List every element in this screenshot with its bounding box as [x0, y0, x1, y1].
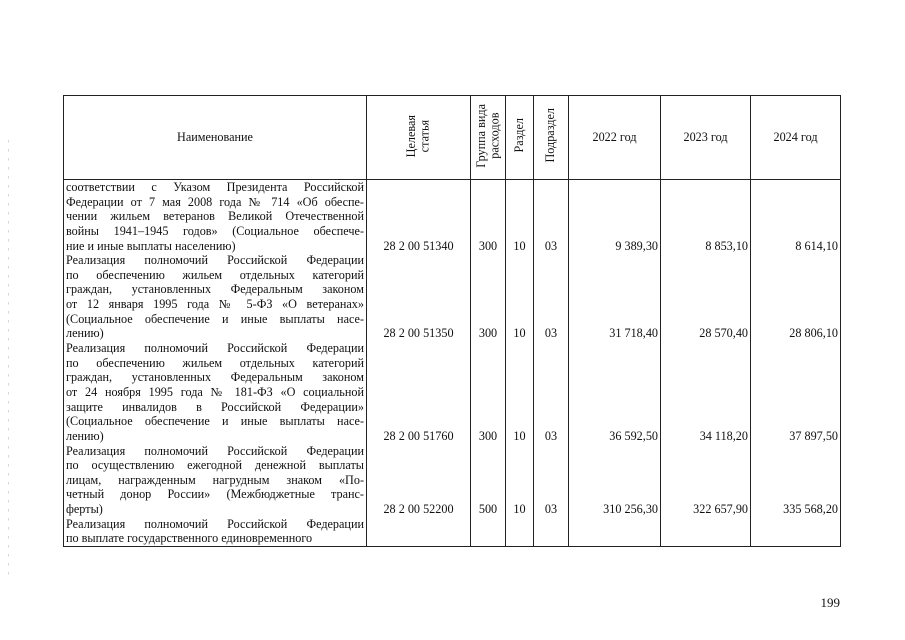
table-header-row [64, 96, 841, 180]
cell-name [64, 341, 367, 443]
cell-target-code: 28 2 00 51760 [367, 341, 471, 443]
cell-group [471, 517, 506, 547]
header-2024: 2024 год [751, 96, 841, 180]
cell-name-line: чении жильем ветеранов Великой Отечественной [66, 209, 364, 224]
cell-name-line: защите инвалидов в Российской Федерации» [66, 399, 364, 414]
cell-2022: 31 718,40 [569, 253, 661, 341]
cell-subsection: 03 [534, 180, 569, 254]
header-name: Наименование [64, 96, 367, 180]
cell-2023 [661, 517, 751, 547]
cell-subsection: 03 [534, 253, 569, 341]
cell-name-line: от 24 ноября 1995 года № 181-ФЗ «О социальной [66, 384, 364, 399]
cell-name-line: ние и иные выплаты населению) [66, 238, 236, 253]
cell-section: 10 [506, 180, 534, 254]
table-body [64, 180, 841, 547]
cell-2022: 9 389,30 [569, 180, 661, 254]
header-2022: 2022 год [569, 96, 661, 180]
cell-2024: 28 806,10 [751, 253, 841, 341]
header-section: Раздел [506, 96, 534, 180]
cell-name-line: граждан, установленных Федеральным законом [66, 370, 364, 385]
cell-name-line: Реализация полномочий Российской Федерации [66, 516, 364, 531]
cell-name-line: по выплате государственного единовременного [66, 531, 313, 546]
cell-group: 500 [471, 444, 506, 517]
cell-name [64, 444, 367, 517]
cell-name-line: Реализация полномочий Российской Федерации [66, 253, 364, 268]
cell-2022: 310 256,30 [569, 444, 661, 517]
cell-name-line: по осуществлению ежегодной денежной выплаты [66, 458, 364, 473]
cell-name-line: Федерации от 7 мая 2008 года № 714 «Об обеспе- [66, 194, 364, 209]
table-row [64, 341, 841, 443]
table-row [64, 180, 841, 254]
cell-subsection [534, 517, 569, 547]
cell-target-code [367, 517, 471, 547]
cell-2024: 37 897,50 [751, 341, 841, 443]
cell-name-line: ферты) [66, 502, 103, 517]
cell-section: 10 [506, 444, 534, 517]
cell-2022: 36 592,50 [569, 341, 661, 443]
cell-group: 300 [471, 341, 506, 443]
cell-name-line: соответствии с Указом Президента Российской [66, 180, 364, 194]
header-2023: 2023 год [661, 96, 751, 180]
cell-2023: 322 657,90 [661, 444, 751, 517]
cell-2023: 34 118,20 [661, 341, 751, 443]
cell-2024: 8 614,10 [751, 180, 841, 254]
budget-table [63, 95, 841, 547]
scan-artifact [8, 140, 9, 580]
cell-group: 300 [471, 253, 506, 341]
cell-name-line: по обеспечению жильем отдельных категорий [66, 267, 364, 282]
header-subsection: Подраздел [534, 96, 569, 180]
cell-section: 10 [506, 341, 534, 443]
cell-name-line: граждан, установленных Федеральным законом [66, 282, 364, 297]
table-row [64, 517, 841, 547]
cell-2022 [569, 517, 661, 547]
cell-name-line: четный донор России» (Межбюджетные транс- [66, 487, 364, 502]
cell-subsection: 03 [534, 444, 569, 517]
cell-name-line: Реализация полномочий Российской Федерации [66, 341, 364, 356]
cell-name-line: Реализация полномочий Российской Федерации [66, 443, 364, 458]
cell-group: 300 [471, 180, 506, 254]
cell-2024: 335 568,20 [751, 444, 841, 517]
table-row [64, 253, 841, 341]
cell-name [64, 517, 367, 547]
cell-name-line: лению) [66, 326, 104, 341]
cell-name [64, 180, 367, 254]
cell-name-line: по обеспечению жильем отдельных категорий [66, 355, 364, 370]
cell-2023: 8 853,10 [661, 180, 751, 254]
cell-name-line: лицам, награжденным нагрудным знаком «По- [66, 472, 364, 487]
page-number: 199 [820, 595, 840, 610]
cell-name-line: (Социальное обеспечение и иные выплаты насе- [66, 311, 364, 326]
cell-target-code: 28 2 00 51340 [367, 180, 471, 254]
cell-name-line: от 12 января 1995 года № 5-ФЗ «О ветеранах» [66, 297, 364, 312]
cell-name-line: (Социальное обеспечение и иные выплаты насе- [66, 414, 364, 429]
cell-2024 [751, 517, 841, 547]
header-group: Группа вида расходов [471, 96, 506, 180]
table-row [64, 444, 841, 517]
header-target: Целевая статья [367, 96, 471, 180]
cell-section [506, 517, 534, 547]
cell-subsection: 03 [534, 341, 569, 443]
cell-2023: 28 570,40 [661, 253, 751, 341]
cell-name-line: войны 1941–1945 годов» (Социальное обеспече- [66, 223, 364, 238]
cell-target-code: 28 2 00 51350 [367, 253, 471, 341]
cell-name-line: лению) [66, 428, 104, 443]
cell-target-code: 28 2 00 52200 [367, 444, 471, 517]
cell-section: 10 [506, 253, 534, 341]
cell-name [64, 253, 367, 341]
